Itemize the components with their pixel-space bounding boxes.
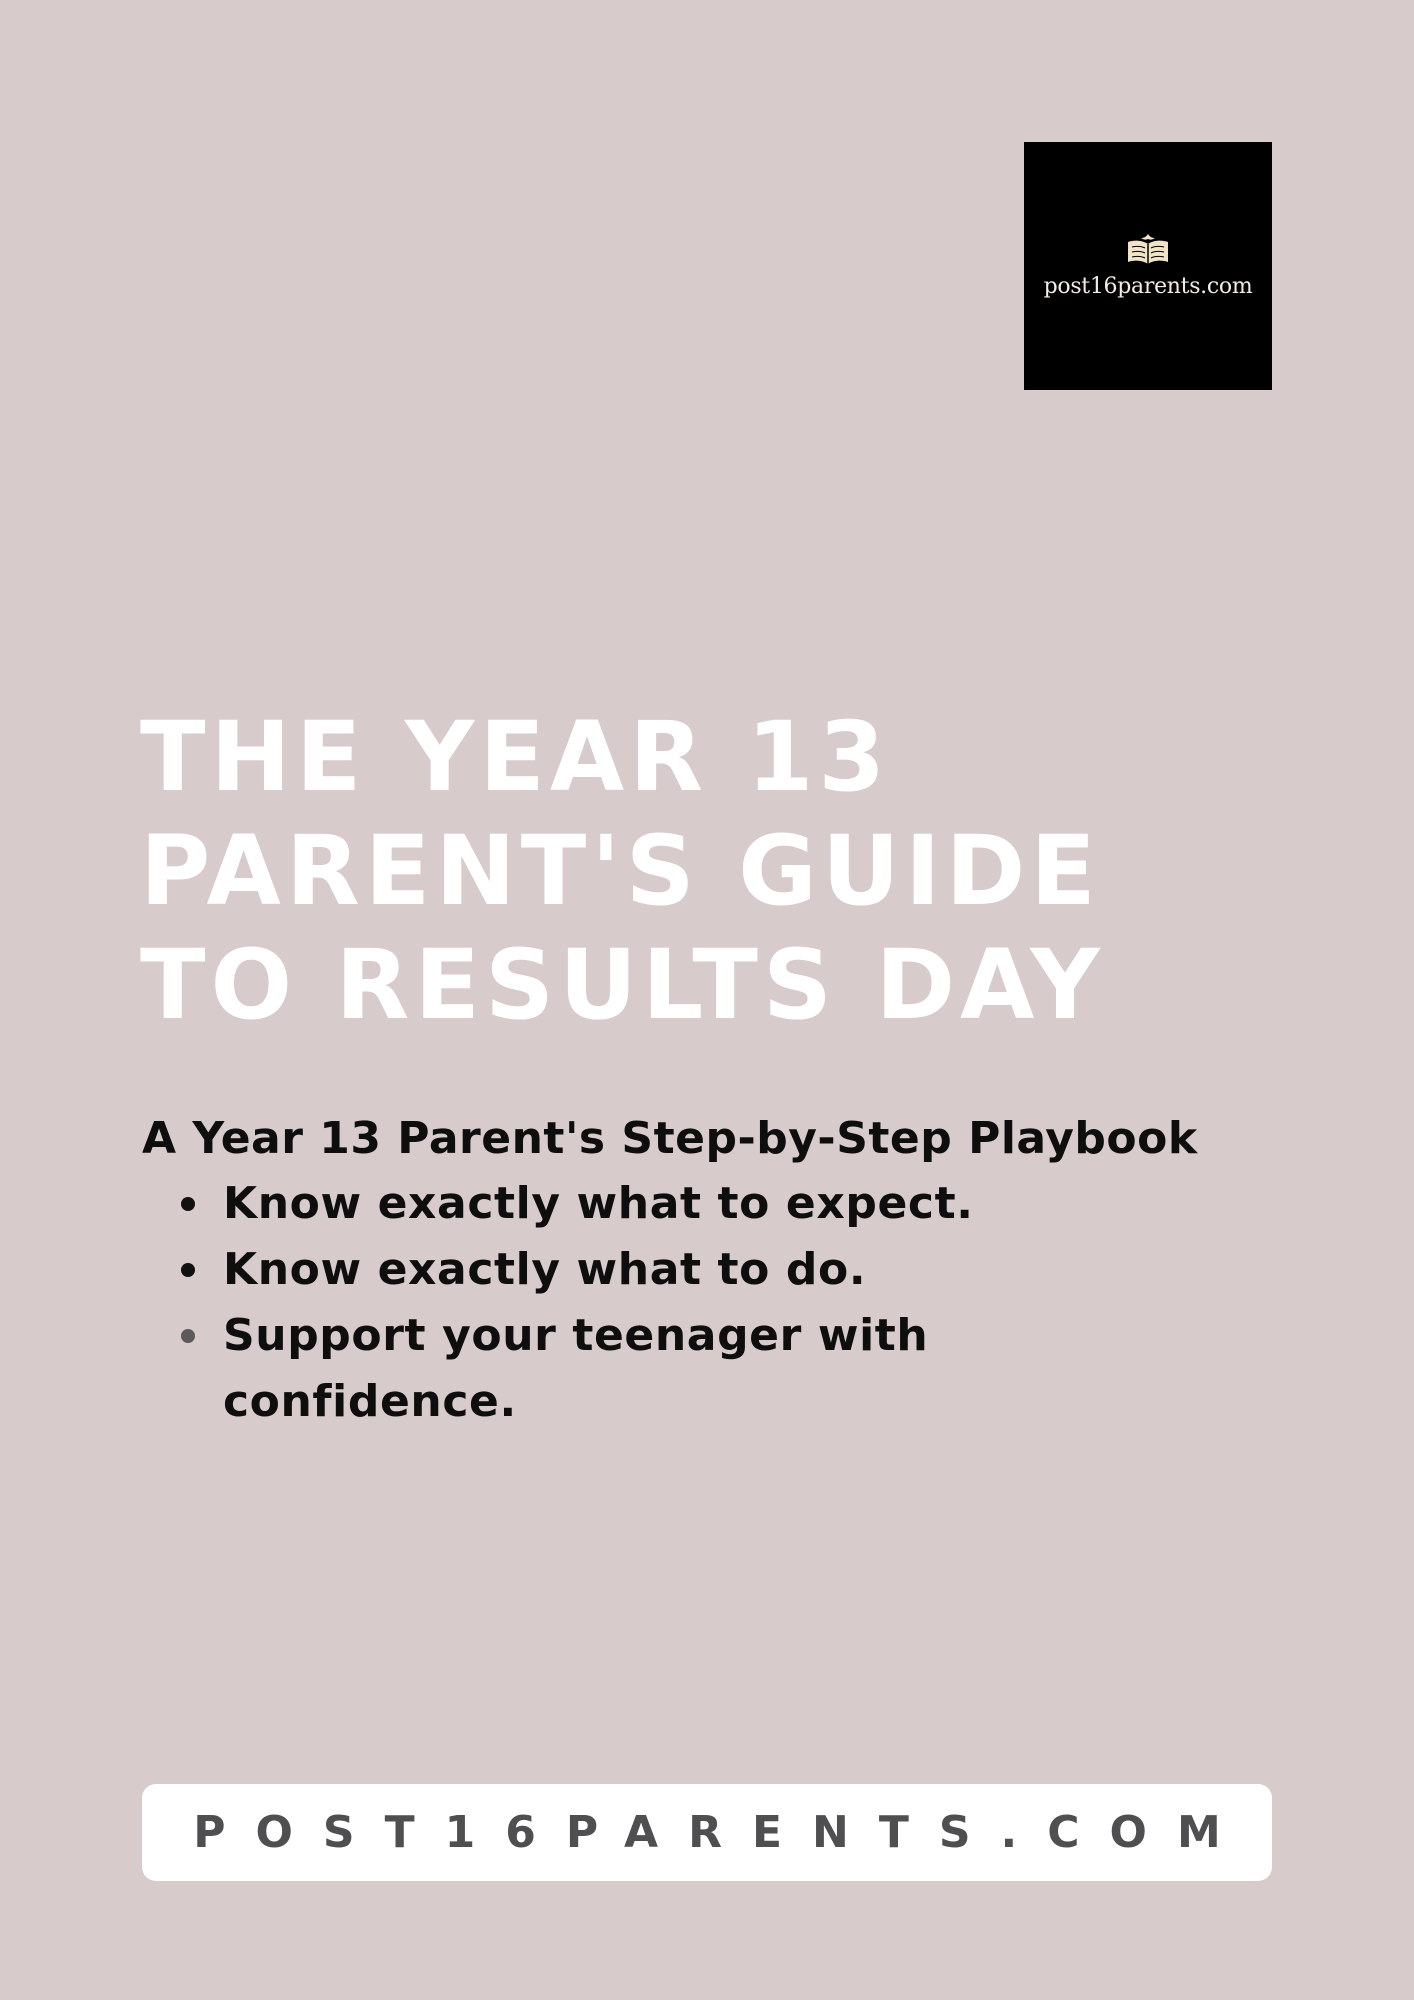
- title-line-3: TO RESULTS DAY: [140, 929, 1105, 1041]
- feature-list: [142, 1171, 1142, 1435]
- bullet-dot-icon: [181, 1329, 195, 1343]
- logo-text: post16parents.com: [1043, 273, 1253, 299]
- feature-text: Know exactly what to expect.: [223, 1178, 974, 1229]
- website-url-banner: [142, 1784, 1272, 1881]
- bullet-dot-icon: [181, 1197, 195, 1211]
- feature-text: Know exactly what to do.: [223, 1244, 867, 1295]
- feature-text: Support your teenager with confidence.: [223, 1310, 929, 1427]
- title-line-2: PARENT'S GUIDE: [140, 815, 1101, 927]
- title-line-1: THE YEAR 13: [140, 701, 891, 813]
- feature-list-item: [142, 1171, 1142, 1237]
- website-url: POST16PARENTS.COM: [193, 1807, 1251, 1858]
- logo: [1024, 142, 1272, 390]
- feature-list-item: [142, 1237, 1142, 1303]
- page-title: [140, 700, 1340, 1042]
- feature-list-item: [142, 1303, 1142, 1435]
- bullet-dot-icon: [181, 1263, 195, 1277]
- subtitle: A Year 13 Parent's Step-by-Step Playbook: [142, 1113, 1198, 1164]
- open-book-icon: [1124, 232, 1172, 266]
